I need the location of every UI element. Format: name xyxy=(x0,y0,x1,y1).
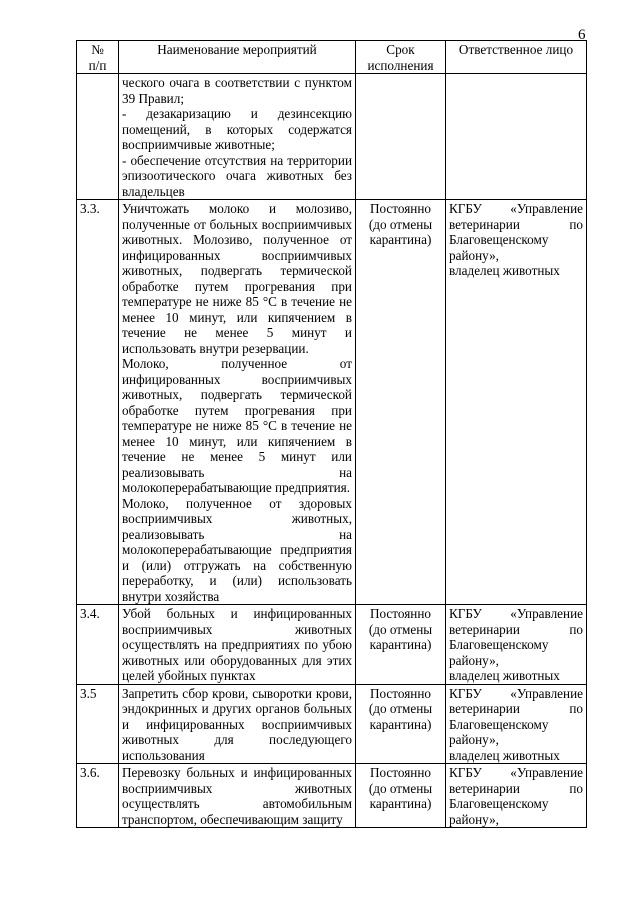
table-body xyxy=(77,74,587,828)
row-measure-name xyxy=(119,684,356,764)
row-number: 3.3. xyxy=(77,200,119,605)
table-row xyxy=(77,684,587,764)
row-number: 3.4. xyxy=(77,605,119,685)
row-number: 3.5 xyxy=(77,684,119,764)
term-line: карантина) xyxy=(369,637,432,652)
header-number-symbol: № xyxy=(91,42,104,57)
row-term xyxy=(356,605,446,685)
measure-paragraph: Уничтожать молоко и молозиво, полученные от больных восприимчивых животных. Молозиво, полученное от инфицированных восприимчивых животных, подвергать термической обработке путем прогревания при температуре не ниже 85 °С в течение не менее 10 минут, или кипячением в течение не менее 5 минут и использовать внутри резервации. xyxy=(122,201,352,356)
measure-paragraph: Молоко, полученное от здоровых восприимчивых животных, реализовывать на молокоперерабатывающие предприятия и (или) отгружать на собственную переработку, и (или) использовать внутри хозяйства xyxy=(122,495,352,604)
row-measure-name xyxy=(119,605,356,685)
page-number: 6 xyxy=(578,27,586,43)
measure-paragraph: Перевозку больных и инфицированных восприимчивых животных осуществлять автомобильным транспортом, обеспечивающим защиту xyxy=(122,765,352,827)
table-row xyxy=(77,200,587,605)
row-measure-name xyxy=(119,74,356,200)
responsible-line: КГБУ «Управление ветеринарии по Благовещенскому району», xyxy=(449,201,583,263)
header-number xyxy=(77,41,119,74)
term-line: Постоянно xyxy=(369,201,431,216)
row-measure-name xyxy=(119,200,356,605)
term-line: Постоянно xyxy=(369,685,431,701)
table-row xyxy=(77,74,587,200)
measures-table xyxy=(76,40,587,828)
table-header-row xyxy=(77,41,587,74)
row-term xyxy=(356,200,446,605)
responsible-line: владелец животных xyxy=(449,747,560,763)
term-line: карантина) xyxy=(369,796,432,811)
measure-paragraph: - дезакаризацию и дезинсекцию помещений, в которых содержатся восприимчивые животные; xyxy=(122,106,352,152)
row-term xyxy=(356,684,446,764)
term-line: (до отмены xyxy=(368,780,433,796)
term-line: карантина) xyxy=(369,716,432,732)
row-responsible xyxy=(446,764,587,828)
row-number xyxy=(77,74,119,200)
responsible-line: владелец животных xyxy=(449,668,560,683)
measure-paragraph: Запретить сбор крови, сыворотки крови, эндокринных и других органов больных и инфицированных восприимчивых животных для последующего использования xyxy=(122,685,352,763)
row-number: 3.6. xyxy=(77,764,119,828)
row-responsible xyxy=(446,684,587,764)
term-line: Постоянно xyxy=(369,606,431,621)
responsible-line: КГБУ «Управление ветеринарии по Благовещенскому району», xyxy=(449,765,583,827)
table-row xyxy=(77,764,587,828)
term-line: Постоянно xyxy=(369,765,431,780)
measure-paragraph: Убой больных и инфицированных восприимчивых животных осуществлять на предприятиях по убою животных или оборудованных для этих целей убойных пунктах xyxy=(122,606,352,683)
term-line: карантина) xyxy=(369,232,432,247)
header-responsible: Ответственное лицо xyxy=(446,41,587,74)
header-term-line2: исполнения xyxy=(367,57,434,73)
row-term xyxy=(356,74,446,200)
measure-paragraph: - обеспечение отсутствия на территории эпизоотического очага животных без владельцев xyxy=(122,152,352,199)
measure-paragraph: ческого очага в соответствии с пунктом 39 Правил; xyxy=(122,75,352,106)
table-row xyxy=(77,605,587,685)
row-responsible xyxy=(446,200,587,605)
term-line: (до отмены xyxy=(368,701,433,716)
row-measure-name xyxy=(119,764,356,828)
row-responsible xyxy=(446,74,587,200)
header-name: Наименование мероприятий xyxy=(119,41,356,74)
responsible-line: владелец животных xyxy=(449,263,560,278)
term-line: (до отмены xyxy=(368,216,433,232)
row-term xyxy=(356,764,446,828)
header-number-abbr: п/п xyxy=(88,57,107,73)
responsible-line: КГБУ «Управление ветеринарии по Благовещенскому району», xyxy=(449,685,583,747)
responsible-line: КГБУ «Управление ветеринарии по Благовещенскому району», xyxy=(449,606,583,668)
measure-paragraph: Молоко, полученное от инфицированных восприимчивых животных, подвергать термической обработке путем прогревания при температуре не ниже 85 °С в течение не менее 10 минут, или кипячением в течение не менее 5 минут или реализовывать на молокоперерабатывающие предприятия. xyxy=(122,356,352,495)
header-term xyxy=(356,41,446,74)
header-term-line1: Срок xyxy=(386,42,415,57)
term-line: (до отмены xyxy=(368,621,433,637)
row-responsible xyxy=(446,605,587,685)
